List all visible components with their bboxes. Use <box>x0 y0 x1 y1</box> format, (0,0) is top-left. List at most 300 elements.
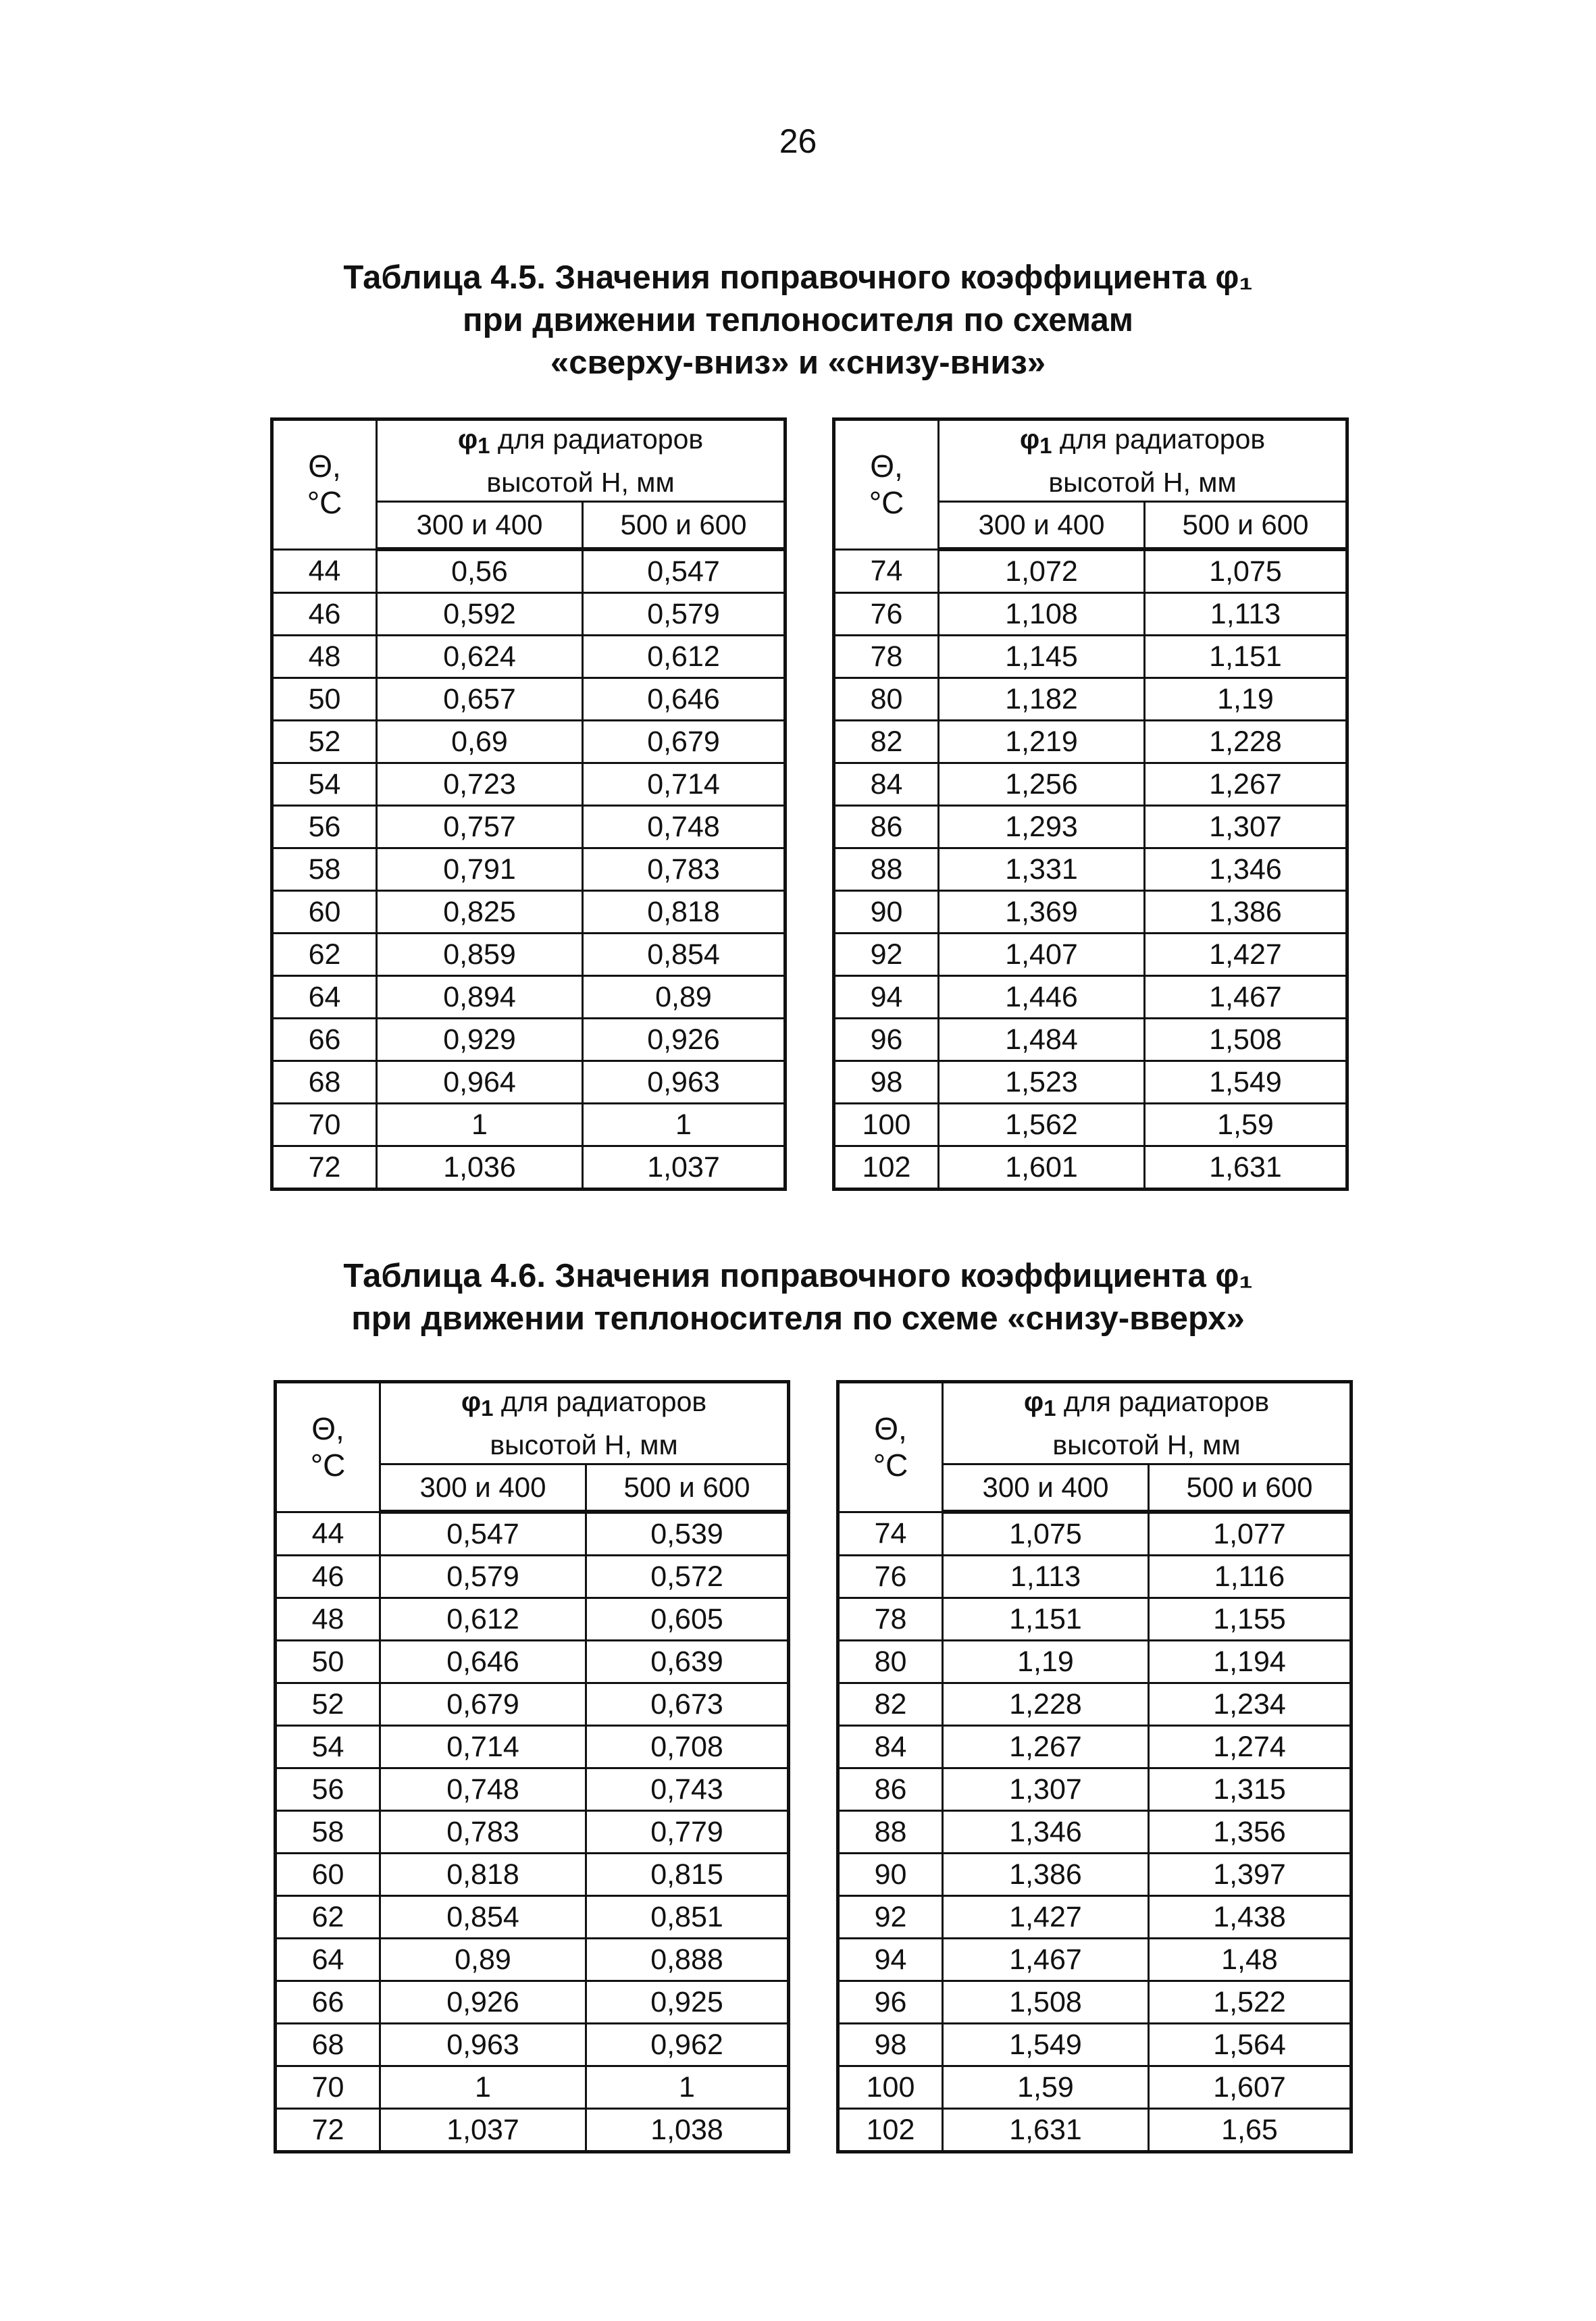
table-row <box>272 721 786 763</box>
phi-500-600-cell: 1,65 <box>1149 2109 1352 2152</box>
table-body <box>272 549 786 1190</box>
table-row <box>834 1061 1347 1104</box>
theta-symbol: Θ, <box>308 449 341 484</box>
table-row <box>276 1854 789 1896</box>
phi-index: 1 <box>481 1396 494 1421</box>
theta-cell: 94 <box>834 976 939 1019</box>
theta-cell: 78 <box>838 1598 943 1641</box>
col-500-600-header: 500 и 600 <box>586 1464 789 1512</box>
table-row <box>834 1146 1347 1190</box>
phi-300-400-cell: 0,646 <box>380 1641 586 1683</box>
phi-500-600-cell: 0,89 <box>583 976 786 1019</box>
table-row <box>834 976 1347 1019</box>
theta-cell: 60 <box>276 1854 380 1896</box>
phi-text: для радиаторов <box>490 424 704 455</box>
title-line: Таблица 4.5. Значения поправочного коэффициента φ₁ <box>343 259 1253 296</box>
theta-cell: 90 <box>838 1854 943 1896</box>
phi-500-600-cell: 1,549 <box>1145 1061 1347 1104</box>
table-row <box>838 1811 1352 1854</box>
theta-cell: 82 <box>834 721 939 763</box>
theta-cell: 92 <box>834 934 939 976</box>
phi-300-400-cell: 1,19 <box>943 1641 1149 1683</box>
theta-cell: 62 <box>272 934 377 976</box>
phi-500-600-cell: 1,631 <box>1145 1146 1347 1190</box>
title-line: «сверху-вниз» и «снизу-вниз» <box>550 345 1046 381</box>
phi-500-600-cell: 1,564 <box>1149 2024 1352 2066</box>
phi-500-600-cell: 1 <box>583 1104 786 1146</box>
phi-header <box>943 1382 1352 1464</box>
phi-300-400-cell: 0,854 <box>380 1896 586 1939</box>
phi-text-height: высотой Н, мм <box>1048 467 1237 498</box>
table-body <box>838 1512 1352 2152</box>
phi-300-400-cell: 1 <box>380 2066 586 2109</box>
phi-500-600-cell: 1,075 <box>1145 549 1347 593</box>
table-row <box>272 763 786 806</box>
phi-300-400-cell: 0,657 <box>377 678 583 721</box>
phi-500-600-cell: 1,116 <box>1149 1556 1352 1598</box>
table-row <box>272 934 786 976</box>
theta-cell: 72 <box>272 1146 377 1190</box>
theta-cell: 44 <box>276 1512 380 1556</box>
phi-300-400-cell: 0,894 <box>377 976 583 1019</box>
phi-500-600-cell: 0,783 <box>583 848 786 891</box>
table-row <box>276 2024 789 2066</box>
table-row <box>276 1896 789 1939</box>
theta-cell: 46 <box>276 1556 380 1598</box>
phi-500-600-cell: 1,467 <box>1145 976 1347 1019</box>
theta-cell: 70 <box>276 2066 380 2109</box>
table-row <box>834 1104 1347 1146</box>
table-row <box>834 934 1347 976</box>
phi-300-400-cell: 1,523 <box>939 1061 1145 1104</box>
theta-cell: 52 <box>276 1683 380 1726</box>
table-4-6-left <box>274 1380 790 2153</box>
theta-cell: 84 <box>834 763 939 806</box>
phi-300-400-cell: 1,072 <box>939 549 1145 593</box>
table-row <box>272 593 786 636</box>
phi-300-400-cell: 0,69 <box>377 721 583 763</box>
table-row <box>834 1019 1347 1061</box>
table-row <box>838 1726 1352 1768</box>
table-row <box>834 848 1347 891</box>
phi-300-400-cell: 1 <box>377 1104 583 1146</box>
phi-300-400-cell: 1,075 <box>943 1512 1149 1556</box>
theta-cell: 86 <box>838 1768 943 1811</box>
theta-symbol: Θ, <box>874 1411 907 1447</box>
table-row <box>834 763 1347 806</box>
phi-300-400-cell: 0,783 <box>380 1811 586 1854</box>
table-row <box>272 806 786 848</box>
phi-300-400-cell: 0,723 <box>377 763 583 806</box>
theta-cell: 74 <box>834 549 939 593</box>
theta-header <box>838 1382 943 1512</box>
theta-cell: 64 <box>272 976 377 1019</box>
table-row <box>272 636 786 678</box>
theta-cell: 76 <box>838 1556 943 1598</box>
table-row <box>834 549 1347 593</box>
col-300-400-header: 300 и 400 <box>380 1464 586 1512</box>
table-4-5-left <box>270 417 787 1191</box>
phi-300-400-cell: 0,818 <box>380 1854 586 1896</box>
title-line: Таблица 4.6. Значения поправочного коэффициента φ₁ <box>343 1258 1253 1294</box>
phi-500-600-cell: 1,59 <box>1145 1104 1347 1146</box>
phi-500-600-cell: 0,579 <box>583 593 786 636</box>
table-row <box>838 1512 1352 1556</box>
table-row <box>838 1981 1352 2024</box>
phi-symbol: φ <box>1019 424 1040 455</box>
theta-cell: 46 <box>272 593 377 636</box>
phi-300-400-cell: 0,679 <box>380 1683 586 1726</box>
theta-cell: 74 <box>838 1512 943 1556</box>
theta-cell: 92 <box>838 1896 943 1939</box>
phi-300-400-cell: 1,59 <box>943 2066 1149 2109</box>
phi-index: 1 <box>1044 1396 1056 1421</box>
theta-cell: 68 <box>276 2024 380 2066</box>
table-row <box>272 1146 786 1190</box>
phi-500-600-cell: 1,397 <box>1149 1854 1352 1896</box>
theta-cell: 72 <box>276 2109 380 2152</box>
unit-celsius: °C <box>310 1448 346 1483</box>
table-row <box>276 1768 789 1811</box>
phi-500-600-cell: 0,815 <box>586 1854 789 1896</box>
theta-cell: 58 <box>276 1811 380 1854</box>
phi-index: 1 <box>478 433 490 458</box>
col-300-400-header: 300 и 400 <box>943 1464 1149 1512</box>
phi-300-400-cell: 0,929 <box>377 1019 583 1061</box>
phi-300-400-cell: 1,293 <box>939 806 1145 848</box>
phi-text-height: высотой Н, мм <box>1052 1429 1241 1460</box>
phi-300-400-cell: 1,256 <box>939 763 1145 806</box>
theta-cell: 64 <box>276 1939 380 1981</box>
phi-500-600-cell: 0,646 <box>583 678 786 721</box>
unit-celsius: °C <box>873 1448 908 1483</box>
title-line: при движении теплоносителя по схеме «снизу-вверх» <box>351 1300 1245 1337</box>
phi-500-600-cell: 0,639 <box>586 1641 789 1683</box>
phi-500-600-cell: 1,077 <box>1149 1512 1352 1556</box>
phi-500-600-cell: 1,194 <box>1149 1641 1352 1683</box>
header-row <box>834 419 1347 502</box>
table-row <box>838 1768 1352 1811</box>
phi-300-400-cell: 1,228 <box>943 1683 1149 1726</box>
theta-cell: 82 <box>838 1683 943 1726</box>
table-row <box>276 2109 789 2152</box>
phi-500-600-cell: 0,888 <box>586 1939 789 1981</box>
phi-500-600-cell: 0,743 <box>586 1768 789 1811</box>
table-body <box>834 549 1347 1190</box>
phi-300-400-cell: 0,757 <box>377 806 583 848</box>
theta-cell: 96 <box>834 1019 939 1061</box>
col-500-600-header: 500 и 600 <box>1145 502 1347 550</box>
phi-symbol: φ <box>1023 1386 1044 1417</box>
col-300-400-header: 300 и 400 <box>939 502 1145 550</box>
table-4-6-right <box>836 1380 1353 2153</box>
theta-cell: 100 <box>838 2066 943 2109</box>
phi-300-400-cell: 1,467 <box>943 1939 1149 1981</box>
table-row <box>838 2109 1352 2152</box>
phi-500-600-cell: 1,315 <box>1149 1768 1352 1811</box>
theta-cell: 62 <box>276 1896 380 1939</box>
phi-text: для радиаторов <box>493 1386 707 1417</box>
theta-cell: 70 <box>272 1104 377 1146</box>
theta-cell: 98 <box>834 1061 939 1104</box>
phi-300-400-cell: 0,714 <box>380 1726 586 1768</box>
table-row <box>838 1683 1352 1726</box>
phi-300-400-cell: 1,601 <box>939 1146 1145 1190</box>
phi-500-600-cell: 1,155 <box>1149 1598 1352 1641</box>
theta-cell: 90 <box>834 891 939 934</box>
phi-300-400-cell: 1,307 <box>943 1768 1149 1811</box>
theta-cell: 80 <box>834 678 939 721</box>
table-row <box>276 1939 789 1981</box>
phi-500-600-cell: 1,522 <box>1149 1981 1352 2024</box>
phi-300-400-cell: 1,219 <box>939 721 1145 763</box>
theta-cell: 50 <box>276 1641 380 1683</box>
phi-300-400-cell: 1,427 <box>943 1896 1149 1939</box>
phi-300-400-cell: 1,386 <box>943 1854 1149 1896</box>
phi-300-400-cell: 0,748 <box>380 1768 586 1811</box>
phi-500-600-cell: 1,607 <box>1149 2066 1352 2109</box>
table-row <box>838 1939 1352 1981</box>
phi-500-600-cell: 1,038 <box>586 2109 789 2152</box>
phi-500-600-cell: 0,779 <box>586 1811 789 1854</box>
phi-300-400-cell: 0,547 <box>380 1512 586 1556</box>
theta-cell: 96 <box>838 1981 943 2024</box>
table-4-5-title <box>0 257 1596 384</box>
phi-500-600-cell: 0,539 <box>586 1512 789 1556</box>
phi-500-600-cell: 0,673 <box>586 1683 789 1726</box>
phi-index: 1 <box>1039 433 1052 458</box>
table-row <box>276 1512 789 1556</box>
theta-cell: 54 <box>272 763 377 806</box>
phi-300-400-cell: 0,592 <box>377 593 583 636</box>
theta-cell: 98 <box>838 2024 943 2066</box>
phi-300-400-cell: 1,484 <box>939 1019 1145 1061</box>
table-row <box>834 806 1347 848</box>
table-row <box>834 678 1347 721</box>
phi-500-600-cell: 0,854 <box>583 934 786 976</box>
phi-300-400-cell: 0,56 <box>377 549 583 593</box>
phi-header <box>380 1382 789 1464</box>
phi-300-400-cell: 1,113 <box>943 1556 1149 1598</box>
table-row <box>276 1598 789 1641</box>
phi-500-600-cell: 0,963 <box>583 1061 786 1104</box>
table-row <box>276 2066 789 2109</box>
phi-300-400-cell: 0,825 <box>377 891 583 934</box>
table-row <box>276 1641 789 1683</box>
phi-300-400-cell: 0,624 <box>377 636 583 678</box>
phi-500-600-cell: 1,151 <box>1145 636 1347 678</box>
theta-cell: 56 <box>272 806 377 848</box>
phi-300-400-cell: 1,562 <box>939 1104 1145 1146</box>
phi-300-400-cell: 1,508 <box>943 1981 1149 2024</box>
phi-symbol: φ <box>461 1386 482 1417</box>
table-header <box>272 419 786 550</box>
theta-cell: 56 <box>276 1768 380 1811</box>
phi-300-400-cell: 0,579 <box>380 1556 586 1598</box>
table-row <box>838 1598 1352 1641</box>
col-300-400-header: 300 и 400 <box>377 502 583 550</box>
theta-cell: 80 <box>838 1641 943 1683</box>
theta-cell: 88 <box>838 1811 943 1854</box>
phi-500-600-cell: 0,605 <box>586 1598 789 1641</box>
theta-cell: 52 <box>272 721 377 763</box>
table-row <box>838 1854 1352 1896</box>
title-line: при движении теплоносителя по схемам <box>463 302 1133 338</box>
phi-500-600-cell: 1,228 <box>1145 721 1347 763</box>
phi-500-600-cell: 1,234 <box>1149 1683 1352 1726</box>
table-row <box>272 976 786 1019</box>
phi-300-400-cell: 1,037 <box>380 2109 586 2152</box>
table-row <box>838 2066 1352 2109</box>
phi-500-600-cell: 0,962 <box>586 2024 789 2066</box>
phi-500-600-cell: 0,708 <box>586 1726 789 1768</box>
theta-cell: 66 <box>276 1981 380 2024</box>
phi-500-600-cell: 1,356 <box>1149 1811 1352 1854</box>
phi-text: для радиаторов <box>1056 1386 1270 1417</box>
phi-text: для радиаторов <box>1052 424 1266 455</box>
theta-cell: 60 <box>272 891 377 934</box>
col-500-600-header: 500 и 600 <box>1149 1464 1352 1512</box>
phi-500-600-cell: 1,508 <box>1145 1019 1347 1061</box>
table-row <box>834 593 1347 636</box>
phi-500-600-cell: 1,48 <box>1149 1939 1352 1981</box>
theta-cell: 48 <box>276 1598 380 1641</box>
theta-cell: 102 <box>838 2109 943 2152</box>
phi-header <box>939 419 1347 502</box>
phi-500-600-cell: 0,612 <box>583 636 786 678</box>
theta-cell: 50 <box>272 678 377 721</box>
theta-cell: 84 <box>838 1726 943 1768</box>
phi-header <box>377 419 786 502</box>
unit-celsius: °C <box>869 485 904 521</box>
header-row <box>272 419 786 502</box>
phi-300-400-cell: 1,446 <box>939 976 1145 1019</box>
phi-symbol: φ <box>457 424 478 455</box>
phi-300-400-cell: 1,151 <box>943 1598 1149 1641</box>
theta-symbol: Θ, <box>311 1411 344 1447</box>
phi-500-600-cell: 1,113 <box>1145 593 1347 636</box>
table-header <box>838 1382 1352 1512</box>
phi-500-600-cell: 1,274 <box>1149 1726 1352 1768</box>
table-row <box>276 1556 789 1598</box>
phi-300-400-cell: 1,369 <box>939 891 1145 934</box>
theta-cell: 66 <box>272 1019 377 1061</box>
phi-500-600-cell: 1,19 <box>1145 678 1347 721</box>
table-header <box>834 419 1347 550</box>
phi-300-400-cell: 1,549 <box>943 2024 1149 2066</box>
theta-cell: 54 <box>276 1726 380 1768</box>
phi-300-400-cell: 1,407 <box>939 934 1145 976</box>
phi-300-400-cell: 1,631 <box>943 2109 1149 2152</box>
phi-500-600-cell: 0,748 <box>583 806 786 848</box>
phi-300-400-cell: 1,145 <box>939 636 1145 678</box>
phi-300-400-cell: 0,963 <box>380 2024 586 2066</box>
theta-symbol: Θ, <box>870 449 903 484</box>
table-row <box>834 891 1347 934</box>
phi-text-height: высотой Н, мм <box>490 1429 678 1460</box>
phi-500-600-cell: 0,925 <box>586 1981 789 2024</box>
theta-header <box>276 1382 380 1512</box>
theta-cell: 102 <box>834 1146 939 1190</box>
table-row <box>834 636 1347 678</box>
table-header <box>276 1382 789 1512</box>
table-row <box>838 1896 1352 1939</box>
phi-300-400-cell: 1,331 <box>939 848 1145 891</box>
phi-300-400-cell: 0,926 <box>380 1981 586 2024</box>
theta-cell: 48 <box>272 636 377 678</box>
theta-cell: 94 <box>838 1939 943 1981</box>
phi-500-600-cell: 0,572 <box>586 1556 789 1598</box>
phi-500-600-cell: 1,438 <box>1149 1896 1352 1939</box>
table-body <box>276 1512 789 2152</box>
phi-500-600-cell: 0,818 <box>583 891 786 934</box>
theta-header <box>272 419 377 550</box>
theta-cell: 100 <box>834 1104 939 1146</box>
table-row <box>272 1019 786 1061</box>
phi-500-600-cell: 1,267 <box>1145 763 1347 806</box>
table-row <box>838 1556 1352 1598</box>
table-row <box>272 549 786 593</box>
page-number: 26 <box>779 122 817 160</box>
theta-cell: 76 <box>834 593 939 636</box>
phi-500-600-cell: 1,346 <box>1145 848 1347 891</box>
theta-cell: 88 <box>834 848 939 891</box>
theta-cell: 68 <box>272 1061 377 1104</box>
phi-300-400-cell: 1,182 <box>939 678 1145 721</box>
phi-500-600-cell: 1,427 <box>1145 934 1347 976</box>
theta-cell: 86 <box>834 806 939 848</box>
header-row <box>838 1382 1352 1464</box>
phi-500-600-cell: 1,386 <box>1145 891 1347 934</box>
phi-500-600-cell: 0,547 <box>583 549 786 593</box>
phi-300-400-cell: 0,964 <box>377 1061 583 1104</box>
phi-300-400-cell: 0,791 <box>377 848 583 891</box>
phi-500-600-cell: 0,926 <box>583 1019 786 1061</box>
phi-300-400-cell: 0,612 <box>380 1598 586 1641</box>
theta-cell: 78 <box>834 636 939 678</box>
table-row <box>838 1641 1352 1683</box>
table-4-6-title <box>0 1255 1596 1340</box>
table-row <box>838 2024 1352 2066</box>
phi-500-600-cell: 1,307 <box>1145 806 1347 848</box>
table-row <box>272 678 786 721</box>
header-row <box>276 1382 789 1464</box>
theta-cell: 44 <box>272 549 377 593</box>
theta-cell: 58 <box>272 848 377 891</box>
phi-300-400-cell: 1,267 <box>943 1726 1149 1768</box>
table-row <box>272 1104 786 1146</box>
table-row <box>272 1061 786 1104</box>
phi-text-height: высотой Н, мм <box>486 467 675 498</box>
phi-300-400-cell: 1,036 <box>377 1146 583 1190</box>
table-row <box>276 1981 789 2024</box>
unit-celsius: °C <box>307 485 342 521</box>
phi-500-600-cell: 1 <box>586 2066 789 2109</box>
phi-500-600-cell: 0,714 <box>583 763 786 806</box>
phi-300-400-cell: 1,346 <box>943 1811 1149 1854</box>
theta-header <box>834 419 939 550</box>
phi-500-600-cell: 1,037 <box>583 1146 786 1190</box>
table-row <box>276 1726 789 1768</box>
phi-300-400-cell: 0,89 <box>380 1939 586 1981</box>
table-row <box>272 848 786 891</box>
table-row <box>276 1683 789 1726</box>
col-500-600-header: 500 и 600 <box>583 502 786 550</box>
phi-300-400-cell: 1,108 <box>939 593 1145 636</box>
table-row <box>834 721 1347 763</box>
phi-500-600-cell: 0,851 <box>586 1896 789 1939</box>
table-row <box>276 1811 789 1854</box>
